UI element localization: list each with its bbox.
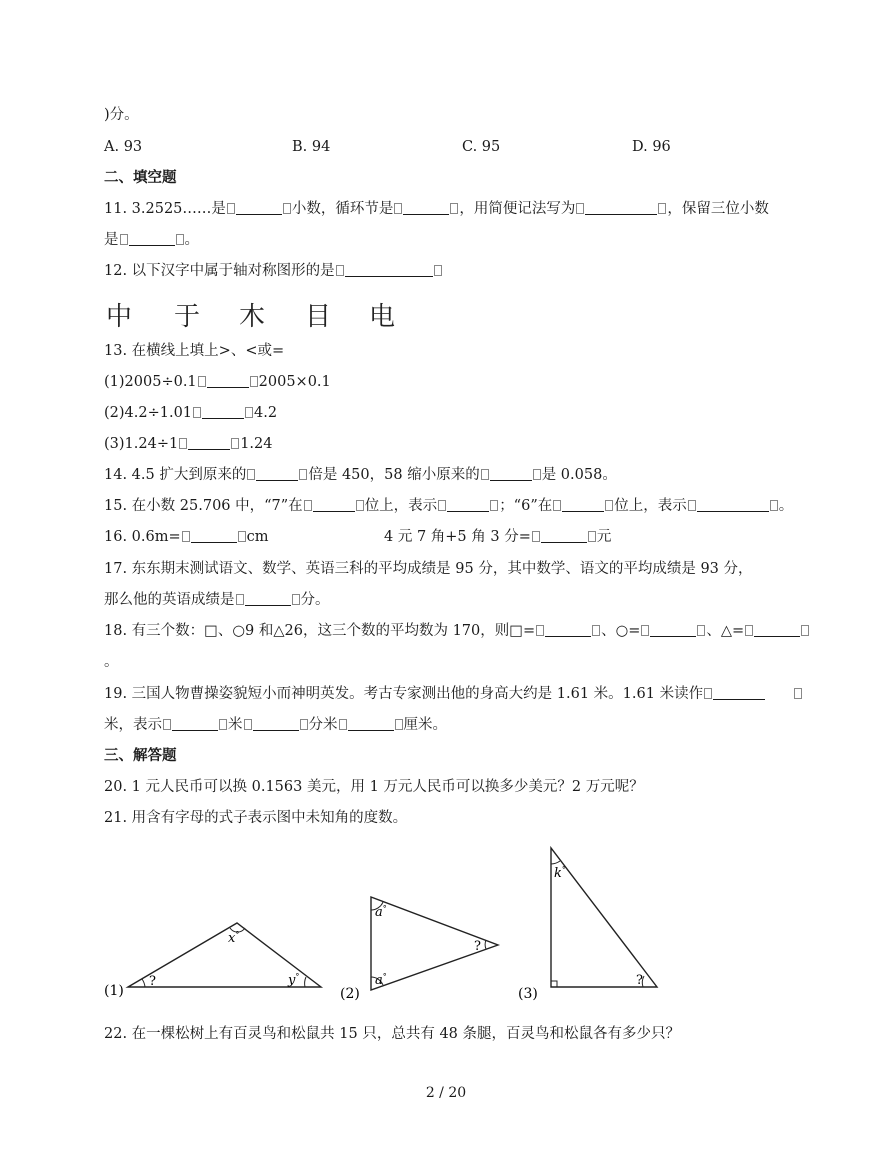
unknown-angle-2: ?	[474, 939, 481, 954]
question-16-part2: 4 元 7 角+5 角 3 分= 元	[384, 529, 612, 545]
hanzi-mu: 木	[239, 302, 266, 332]
answer-blank[interactable]	[256, 465, 298, 481]
hanzi-yu: 于	[174, 302, 201, 332]
angle-x-label: x°	[228, 930, 240, 946]
question-18-line1: 18. 有三个数：□、○9 和△26，这三个数的平均数为 170，则□= 、○= 、△=	[104, 621, 810, 641]
question-17-line2: 那么他的英语成绩是 分。	[104, 592, 330, 608]
answer-blank[interactable]	[207, 372, 249, 388]
question-22: 22. 在一棵松树上有百灵鸟和松鼠共 15 只，总共有 48 条腿，百灵鸟和松鼠各有多少只？	[104, 1026, 681, 1042]
question-19-line2: 米，表示 米 分米 厘米。	[104, 717, 447, 733]
answer-blank[interactable]	[348, 715, 394, 731]
answer-blank[interactable]	[129, 230, 175, 246]
triangle-3	[551, 848, 657, 987]
answer-blank[interactable]	[697, 496, 769, 512]
answer-blank[interactable]	[403, 199, 449, 215]
option-a[interactable]: A. 93	[104, 139, 143, 155]
hanzi-zhong: 中	[106, 302, 133, 332]
answer-blank[interactable]	[313, 496, 355, 512]
page-number: 2 / 20	[425, 1085, 467, 1101]
answer-blank[interactable]	[713, 684, 765, 700]
answer-blank[interactable]	[236, 199, 282, 215]
answer-blank[interactable]	[345, 261, 433, 277]
answer-blank[interactable]	[541, 527, 587, 543]
answer-blank[interactable]	[202, 403, 244, 419]
question-16: 16. 0.6m= cm	[104, 529, 269, 545]
answer-blank[interactable]	[562, 496, 604, 512]
answer-blank[interactable]	[253, 715, 299, 731]
question-13-stem: 13. 在横线上填上>、<或=	[104, 343, 285, 359]
question-20: 20. 1 元人民币可以换 0.1563 美元，用 1 万元人民币可以换多少美元？2 万元呢？	[104, 779, 644, 795]
option-b[interactable]: B. 94	[292, 139, 331, 155]
question-13-3: (3)1.24÷1 1.24	[104, 436, 273, 452]
question-21: 21. 用含有字母的式子表示图中未知角的度数。	[104, 810, 408, 826]
section-3-heading: 三、解答题	[104, 748, 177, 764]
figure-2-label: (2)	[340, 986, 360, 1002]
answer-blank[interactable]	[490, 465, 532, 481]
answer-blank[interactable]	[188, 434, 230, 450]
answer-blank[interactable]	[650, 621, 696, 637]
triangle-figures	[0, 840, 892, 1010]
question-15: 15. 在小数 25.706 中，“7”在 位上，表示 ；“6”在 位上，表示 。	[104, 498, 794, 514]
unknown-angle-1: ?	[149, 974, 156, 989]
angle-y-label: y°	[288, 972, 300, 988]
answer-blank[interactable]	[545, 621, 591, 637]
hanzi-dian: 电	[369, 302, 396, 332]
angle-a-top-label: a°	[375, 904, 387, 920]
question-17-line1: 17. 东东期末测试语文、数学、英语三科的平均成绩是 95 分，其中数学、语文的平均成绩是 93 分，	[104, 561, 753, 577]
answer-blank[interactable]	[245, 590, 291, 606]
answer-blank[interactable]	[754, 621, 800, 637]
option-d[interactable]: D. 96	[632, 139, 671, 155]
angle-a-bottom-label: a°	[375, 972, 387, 988]
question-19-line1: 19. 三国人物曹操姿貌短小而神明英发。考古专家测出他的身高大约是 1.61 米。1.61 米读作	[104, 684, 803, 704]
question-13-2: (2)4.2÷1.01 4.2	[104, 405, 278, 421]
q10-tail: )分。	[104, 107, 139, 123]
section-2-heading: 二、填空题	[104, 170, 177, 186]
question-14: 14. 4.5 扩大到原来的 倍是 450，58 缩小原来的 是 0.058。	[104, 467, 617, 483]
answer-blank[interactable]	[191, 527, 237, 543]
angle-k-label: k°	[554, 865, 566, 881]
question-11-line2: 是 。	[104, 232, 199, 248]
figure-3-label: (3)	[518, 986, 538, 1002]
hanzi-mu-eye: 目	[305, 302, 332, 332]
option-c[interactable]: C. 95	[462, 139, 501, 155]
question-18-line2: 。	[104, 654, 119, 670]
answer-blank[interactable]	[447, 496, 489, 512]
question-13-1: (1)2005÷0.1 2005×0.1	[104, 374, 331, 390]
unknown-angle-3: ?	[636, 973, 643, 988]
question-11-line1: 11. 3.2525……是 小数，循环节是 ，用简便记法写为 ，保留三位小数	[104, 201, 769, 217]
answer-blank[interactable]	[172, 715, 218, 731]
question-12: 12. 以下汉字中属于轴对称图形的是	[104, 261, 443, 281]
figure-1-label: (1)	[104, 983, 124, 999]
answer-blank[interactable]	[585, 199, 657, 215]
